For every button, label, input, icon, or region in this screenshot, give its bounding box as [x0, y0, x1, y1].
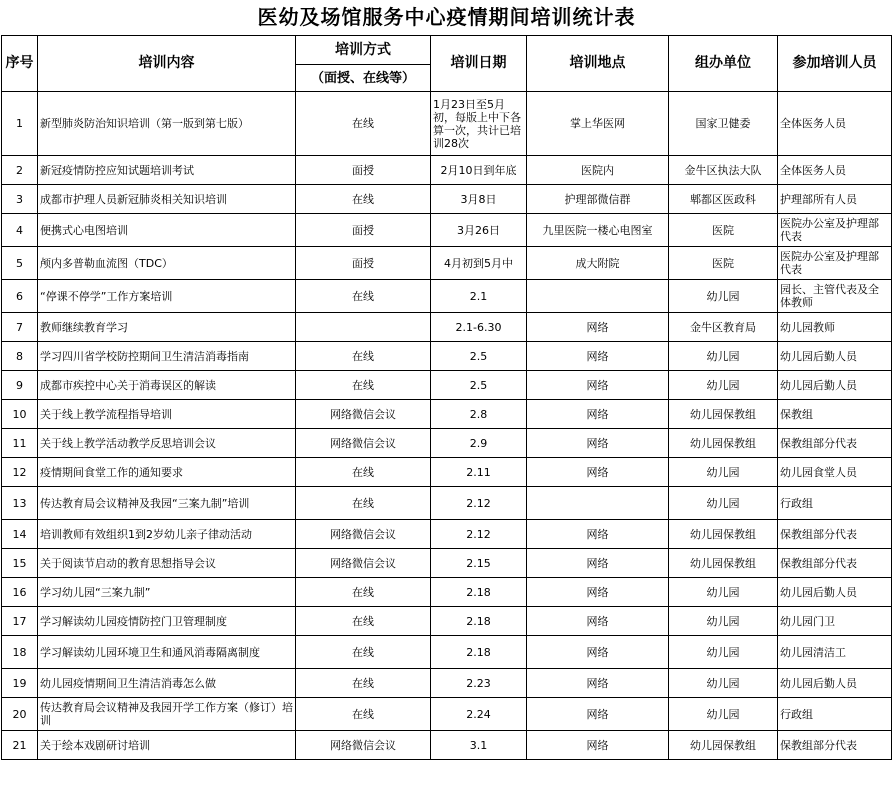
cell-no: 21	[2, 731, 38, 760]
cell-method: 在线	[296, 669, 431, 698]
cell-content: 关于线上教学活动教学反思培训会议	[38, 429, 296, 458]
cell-place: 成大附院	[527, 247, 669, 280]
cell-content: 关于线上教学流程指导培训	[38, 400, 296, 429]
cell-content: 新冠疫情防控应知试题培训考试	[38, 156, 296, 185]
cell-organizer: 幼儿园保教组	[669, 400, 778, 429]
cell-date: 2.9	[431, 429, 527, 458]
cell-participants: 行政组	[778, 487, 892, 520]
cell-place	[527, 487, 669, 520]
cell-no: 19	[2, 669, 38, 698]
cell-method: 在线	[296, 487, 431, 520]
cell-method: 面授	[296, 247, 431, 280]
cell-date: 2.8	[431, 400, 527, 429]
cell-method: 面授	[296, 214, 431, 247]
cell-participants: 幼儿园教师	[778, 313, 892, 342]
cell-participants: 保教组	[778, 400, 892, 429]
cell-organizer: 幼儿园保教组	[669, 520, 778, 549]
cell-place	[527, 280, 669, 313]
cell-participants: 幼儿园清洁工	[778, 636, 892, 669]
cell-content: 幼儿园疫情期间卫生清洁消毒怎么做	[38, 669, 296, 698]
table-row	[2, 185, 892, 214]
cell-method: 在线	[296, 578, 431, 607]
cell-content: 学习四川省学校防控期间卫生清洁消毒指南	[38, 342, 296, 371]
cell-content: 颅内多普勒血流图（TDC）	[38, 247, 296, 280]
table-row	[2, 731, 892, 760]
cell-participants: 幼儿园后勤人员	[778, 342, 892, 371]
cell-organizer: 幼儿园保教组	[669, 549, 778, 578]
page-title: 医幼及场馆服务中心疫情期间培训统计表	[257, 5, 636, 29]
header-place: 培训地点	[527, 36, 669, 92]
cell-date: 2.15	[431, 549, 527, 578]
header-method: 培训方式	[296, 36, 431, 65]
cell-method	[296, 313, 431, 342]
cell-organizer: 金牛区执法大队	[669, 156, 778, 185]
cell-organizer: 郫都区医政科	[669, 185, 778, 214]
table-row	[2, 669, 892, 698]
cell-no: 3	[2, 185, 38, 214]
cell-participants: 护理部所有人员	[778, 185, 892, 214]
cell-participants: 医院办公室及护理部代表	[778, 214, 892, 247]
cell-date: 2.5	[431, 371, 527, 400]
cell-place: 网络	[527, 698, 669, 731]
cell-place: 网络	[527, 342, 669, 371]
cell-organizer: 国家卫健委	[669, 92, 778, 156]
cell-no: 9	[2, 371, 38, 400]
cell-method: 在线	[296, 342, 431, 371]
table-row	[2, 247, 892, 280]
table-body	[2, 92, 892, 760]
table-row	[2, 607, 892, 636]
cell-date: 2.1	[431, 280, 527, 313]
cell-participants: 幼儿园后勤人员	[778, 371, 892, 400]
cell-participants: 幼儿园后勤人员	[778, 578, 892, 607]
cell-no: 20	[2, 698, 38, 731]
cell-method: 在线	[296, 458, 431, 487]
table-row	[2, 280, 892, 313]
cell-no: 12	[2, 458, 38, 487]
cell-no: 6	[2, 280, 38, 313]
cell-no: 15	[2, 549, 38, 578]
cell-no: 18	[2, 636, 38, 669]
cell-content: 教师继续教育学习	[38, 313, 296, 342]
cell-no: 8	[2, 342, 38, 371]
cell-content: 成都市疾控中心关于消毒误区的解读	[38, 371, 296, 400]
table-row	[2, 458, 892, 487]
cell-place: 网络	[527, 669, 669, 698]
cell-method: 面授	[296, 156, 431, 185]
cell-date: 4月初到5月中	[431, 247, 527, 280]
cell-no: 14	[2, 520, 38, 549]
cell-organizer: 金牛区教育局	[669, 313, 778, 342]
cell-method: 在线	[296, 280, 431, 313]
cell-date: 2.18	[431, 607, 527, 636]
cell-no: 11	[2, 429, 38, 458]
cell-place: 网络	[527, 371, 669, 400]
cell-date: 2.24	[431, 698, 527, 731]
table-row	[2, 342, 892, 371]
cell-organizer: 幼儿园	[669, 698, 778, 731]
cell-place: 网络	[527, 731, 669, 760]
cell-date: 2月10日到年底	[431, 156, 527, 185]
cell-organizer: 医院	[669, 247, 778, 280]
cell-no: 2	[2, 156, 38, 185]
cell-place: 网络	[527, 313, 669, 342]
cell-participants: 保教组部分代表	[778, 731, 892, 760]
cell-participants: 保教组部分代表	[778, 549, 892, 578]
table-row	[2, 429, 892, 458]
table-row	[2, 520, 892, 549]
cell-method: 网络微信会议	[296, 520, 431, 549]
cell-organizer: 幼儿园	[669, 636, 778, 669]
cell-content: 传达教育局会议精神及我园“三案九制”培训	[38, 487, 296, 520]
cell-method: 在线	[296, 698, 431, 731]
cell-participants: 幼儿园食堂人员	[778, 458, 892, 487]
cell-method: 在线	[296, 92, 431, 156]
cell-participants: 行政组	[778, 698, 892, 731]
cell-organizer: 幼儿园保教组	[669, 429, 778, 458]
cell-place: 网络	[527, 520, 669, 549]
cell-participants: 全体医务人员	[778, 92, 892, 156]
table-row	[2, 156, 892, 185]
cell-content: 关于阅读节启动的教育思想指导会议	[38, 549, 296, 578]
cell-method: 在线	[296, 636, 431, 669]
cell-content: 便携式心电图培训	[38, 214, 296, 247]
cell-method: 在线	[296, 371, 431, 400]
header-content: 培训内容	[38, 36, 296, 92]
cell-content: 成都市护理人员新冠肺炎相关知识培训	[38, 185, 296, 214]
cell-no: 4	[2, 214, 38, 247]
table-row	[2, 371, 892, 400]
cell-organizer: 幼儿园	[669, 669, 778, 698]
table-row	[2, 698, 892, 731]
cell-place: 掌上华医网	[527, 92, 669, 156]
table-row	[2, 92, 892, 156]
cell-organizer: 幼儿园保教组	[669, 731, 778, 760]
table-row	[2, 549, 892, 578]
cell-date: 2.12	[431, 520, 527, 549]
cell-participants: 幼儿园后勤人员	[778, 669, 892, 698]
table-row	[2, 636, 892, 669]
cell-place: 九里医院一楼心电图室	[527, 214, 669, 247]
header-date: 培训日期	[431, 36, 527, 92]
cell-participants: 园长、主管代表及全体教师	[778, 280, 892, 313]
cell-date: 2.11	[431, 458, 527, 487]
cell-place: 医院内	[527, 156, 669, 185]
table-row	[2, 578, 892, 607]
cell-organizer: 幼儿园	[669, 578, 778, 607]
table-row	[2, 214, 892, 247]
cell-place: 网络	[527, 429, 669, 458]
cell-no: 5	[2, 247, 38, 280]
cell-date: 2.12	[431, 487, 527, 520]
cell-method: 在线	[296, 185, 431, 214]
header-method-sub: （面授、在线等）	[296, 65, 431, 92]
cell-date: 3.1	[431, 731, 527, 760]
cell-participants: 幼儿园门卫	[778, 607, 892, 636]
cell-organizer: 幼儿园	[669, 371, 778, 400]
cell-participants: 保教组部分代表	[778, 520, 892, 549]
cell-place: 网络	[527, 458, 669, 487]
cell-date: 2.5	[431, 342, 527, 371]
cell-content: 关于绘本戏剧研讨培训	[38, 731, 296, 760]
header-organizer: 组办单位	[669, 36, 778, 92]
cell-no: 1	[2, 92, 38, 156]
cell-no: 10	[2, 400, 38, 429]
cell-content: “停课不停学”工作方案培训	[38, 280, 296, 313]
cell-organizer: 幼儿园	[669, 487, 778, 520]
cell-date: 3月26日	[431, 214, 527, 247]
cell-place: 网络	[527, 549, 669, 578]
cell-place: 网络	[527, 400, 669, 429]
cell-organizer: 幼儿园	[669, 280, 778, 313]
cell-method: 网络微信会议	[296, 549, 431, 578]
table-row	[2, 313, 892, 342]
cell-organizer: 幼儿园	[669, 458, 778, 487]
cell-date: 1月23日至5月初，每版上中下各算一次，共计已培训28次	[431, 92, 527, 156]
cell-place: 网络	[527, 578, 669, 607]
cell-place: 网络	[527, 636, 669, 669]
cell-participants: 全体医务人员	[778, 156, 892, 185]
cell-date: 2.1-6.30	[431, 313, 527, 342]
cell-content: 传达教育局会议精神及我园开学工作方案（修订）培训	[38, 698, 296, 731]
cell-content: 学习解读幼儿园疫情防控门卫管理制度	[38, 607, 296, 636]
cell-content: 新型肺炎防治知识培训（第一版到第七版）	[38, 92, 296, 156]
header-no: 序号	[2, 36, 38, 92]
cell-date: 2.18	[431, 578, 527, 607]
cell-no: 13	[2, 487, 38, 520]
training-table	[1, 35, 892, 760]
table-row	[2, 400, 892, 429]
cell-place: 网络	[527, 607, 669, 636]
cell-content: 学习幼儿园“三案九制”	[38, 578, 296, 607]
cell-content: 学习解读幼儿园环境卫生和通风消毒隔离制度	[38, 636, 296, 669]
cell-method: 在线	[296, 607, 431, 636]
cell-date: 2.18	[431, 636, 527, 669]
cell-participants: 医院办公室及护理部代表	[778, 247, 892, 280]
table-row	[2, 487, 892, 520]
cell-no: 7	[2, 313, 38, 342]
cell-content: 疫情期间食堂工作的通知要求	[38, 458, 296, 487]
header-participants: 参加培训人员	[778, 36, 892, 92]
cell-no: 16	[2, 578, 38, 607]
cell-no: 17	[2, 607, 38, 636]
cell-organizer: 幼儿园	[669, 342, 778, 371]
cell-method: 网络微信会议	[296, 429, 431, 458]
cell-content: 培训教师有效组织1到2岁幼儿亲子律动活动	[38, 520, 296, 549]
cell-method: 网络微信会议	[296, 400, 431, 429]
cell-organizer: 医院	[669, 214, 778, 247]
cell-participants: 保教组部分代表	[778, 429, 892, 458]
cell-method: 网络微信会议	[296, 731, 431, 760]
cell-organizer: 幼儿园	[669, 607, 778, 636]
cell-place: 护理部微信群	[527, 185, 669, 214]
cell-date: 3月8日	[431, 185, 527, 214]
cell-date: 2.23	[431, 669, 527, 698]
